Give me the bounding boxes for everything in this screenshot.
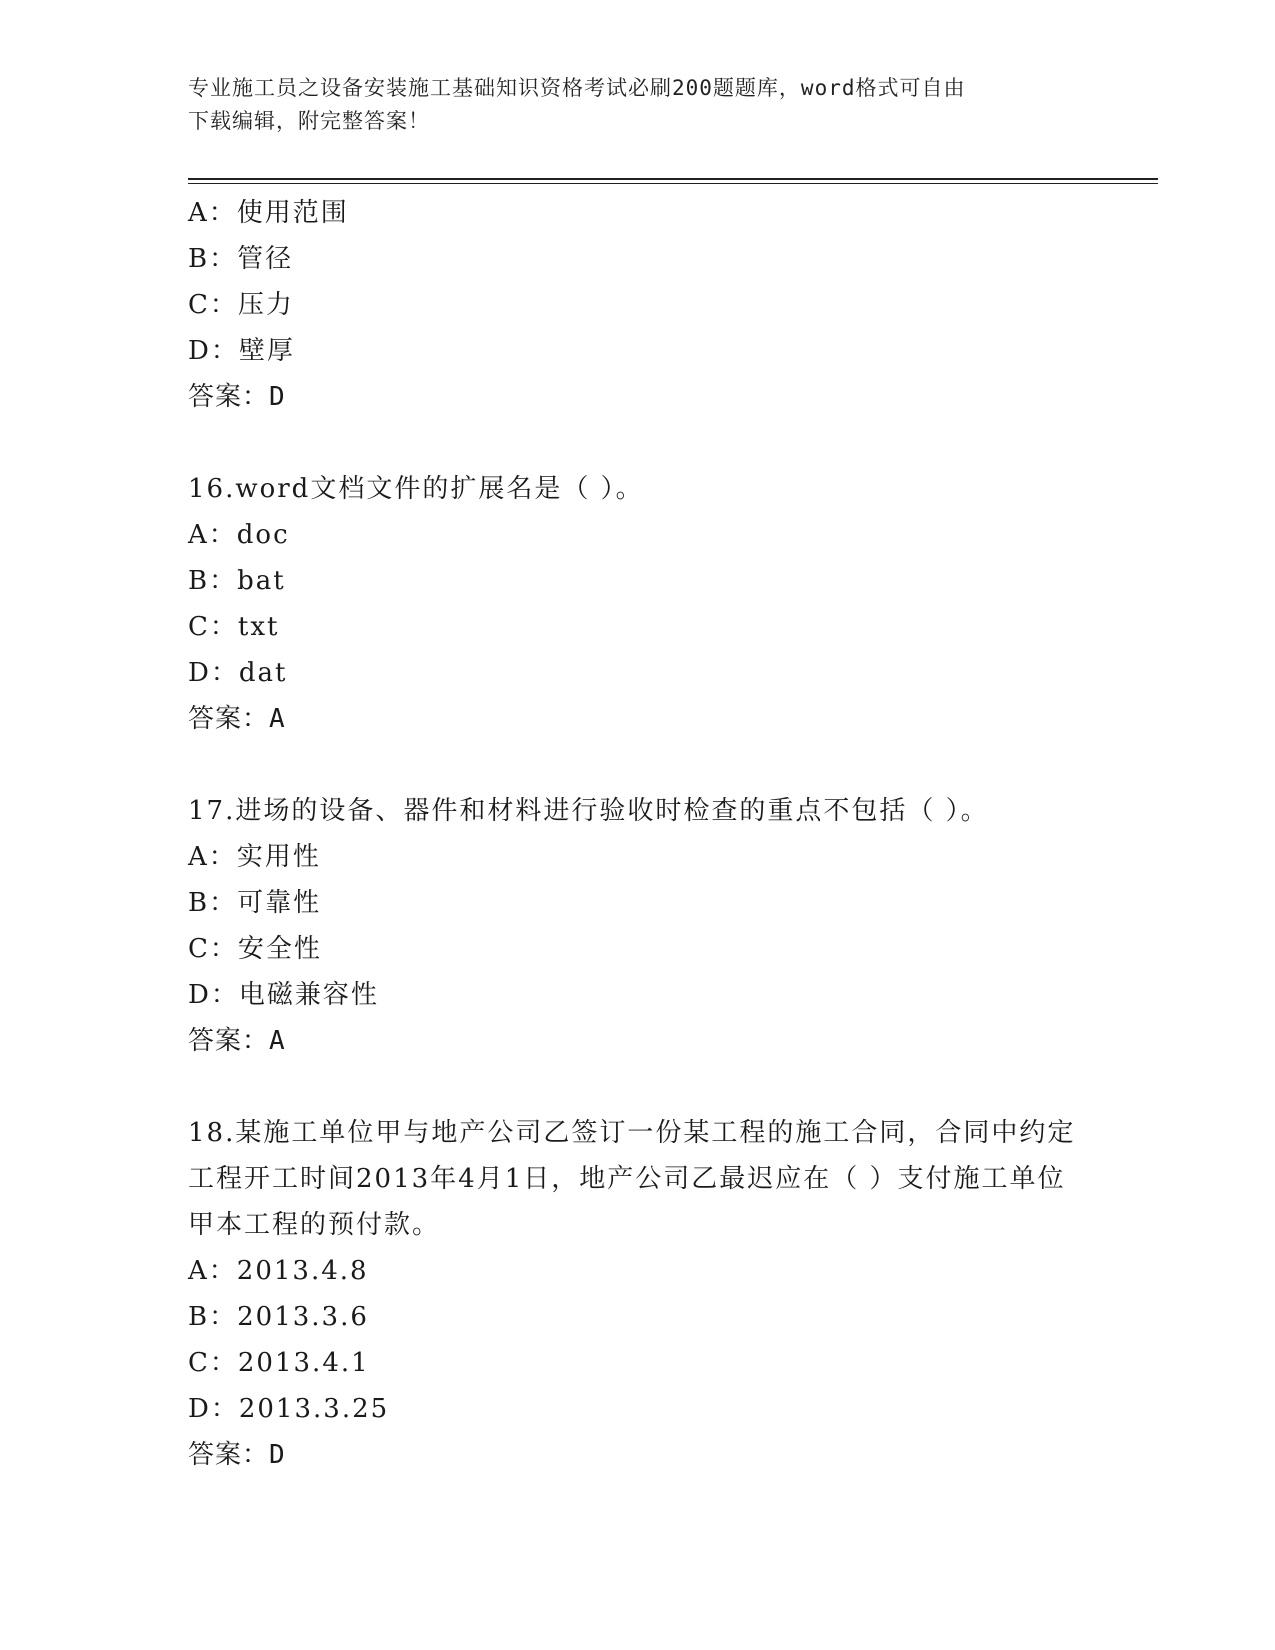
option-c: C：安全性 [188, 934, 322, 964]
option-d: D：2013.3.25 [188, 1394, 390, 1424]
answer-line: 答案：D [188, 382, 286, 412]
question-stem: 18.某施工单位甲与地产公司乙签订一份某工程的施工合同，合同中约定工程开工时间2013年4月1日，地产公司乙最迟应在（ ）支付施工单位甲本工程的预付款。 [188, 1118, 1076, 1240]
option-a: A：2013.4.8 [188, 1256, 369, 1286]
option-a: A：doc [188, 520, 290, 550]
header-line-2: 下载编辑，附完整答案！ [188, 109, 430, 133]
option-c: C：2013.4.1 [188, 1348, 370, 1378]
option-a: A：实用性 [188, 842, 321, 872]
answer-line: 答案：A [188, 704, 286, 734]
option-d: D：dat [188, 658, 288, 688]
header-line-1: 专业施工员之设备安装施工基础知识资格考试必刷200题题库，word格式可自由 [188, 76, 966, 100]
option-a: A：使用范围 [188, 198, 349, 228]
spacer [188, 1064, 1088, 1110]
question-18 [188, 1110, 1088, 1478]
option-b: B：可靠性 [188, 888, 322, 918]
document-header [188, 72, 1088, 138]
option-c: C：压力 [188, 290, 294, 320]
option-b: B：管径 [188, 244, 294, 274]
option-c: C：txt [188, 612, 280, 642]
question-stem: 16.word文档文件的扩展名是（ ）。 [188, 474, 644, 504]
option-d: D：电磁兼容性 [188, 980, 379, 1010]
question-stem: 17.进场的设备、器件和材料进行验收时检查的重点不包括（ ）。 [188, 796, 989, 826]
question-17 [188, 788, 1088, 1064]
option-b: B：bat [188, 566, 286, 596]
answer-line: 答案：D [188, 1440, 286, 1470]
spacer [188, 742, 1088, 788]
option-d: D：壁厚 [188, 336, 295, 366]
question-16 [188, 466, 1088, 742]
option-b: B：2013.3.6 [188, 1302, 369, 1332]
header-divider-thin [188, 183, 1158, 184]
spacer [188, 420, 1088, 466]
partial-question [188, 190, 1088, 420]
answer-line: 答案：A [188, 1026, 286, 1056]
question-list [188, 190, 1088, 1478]
header-divider-thick [188, 178, 1158, 180]
